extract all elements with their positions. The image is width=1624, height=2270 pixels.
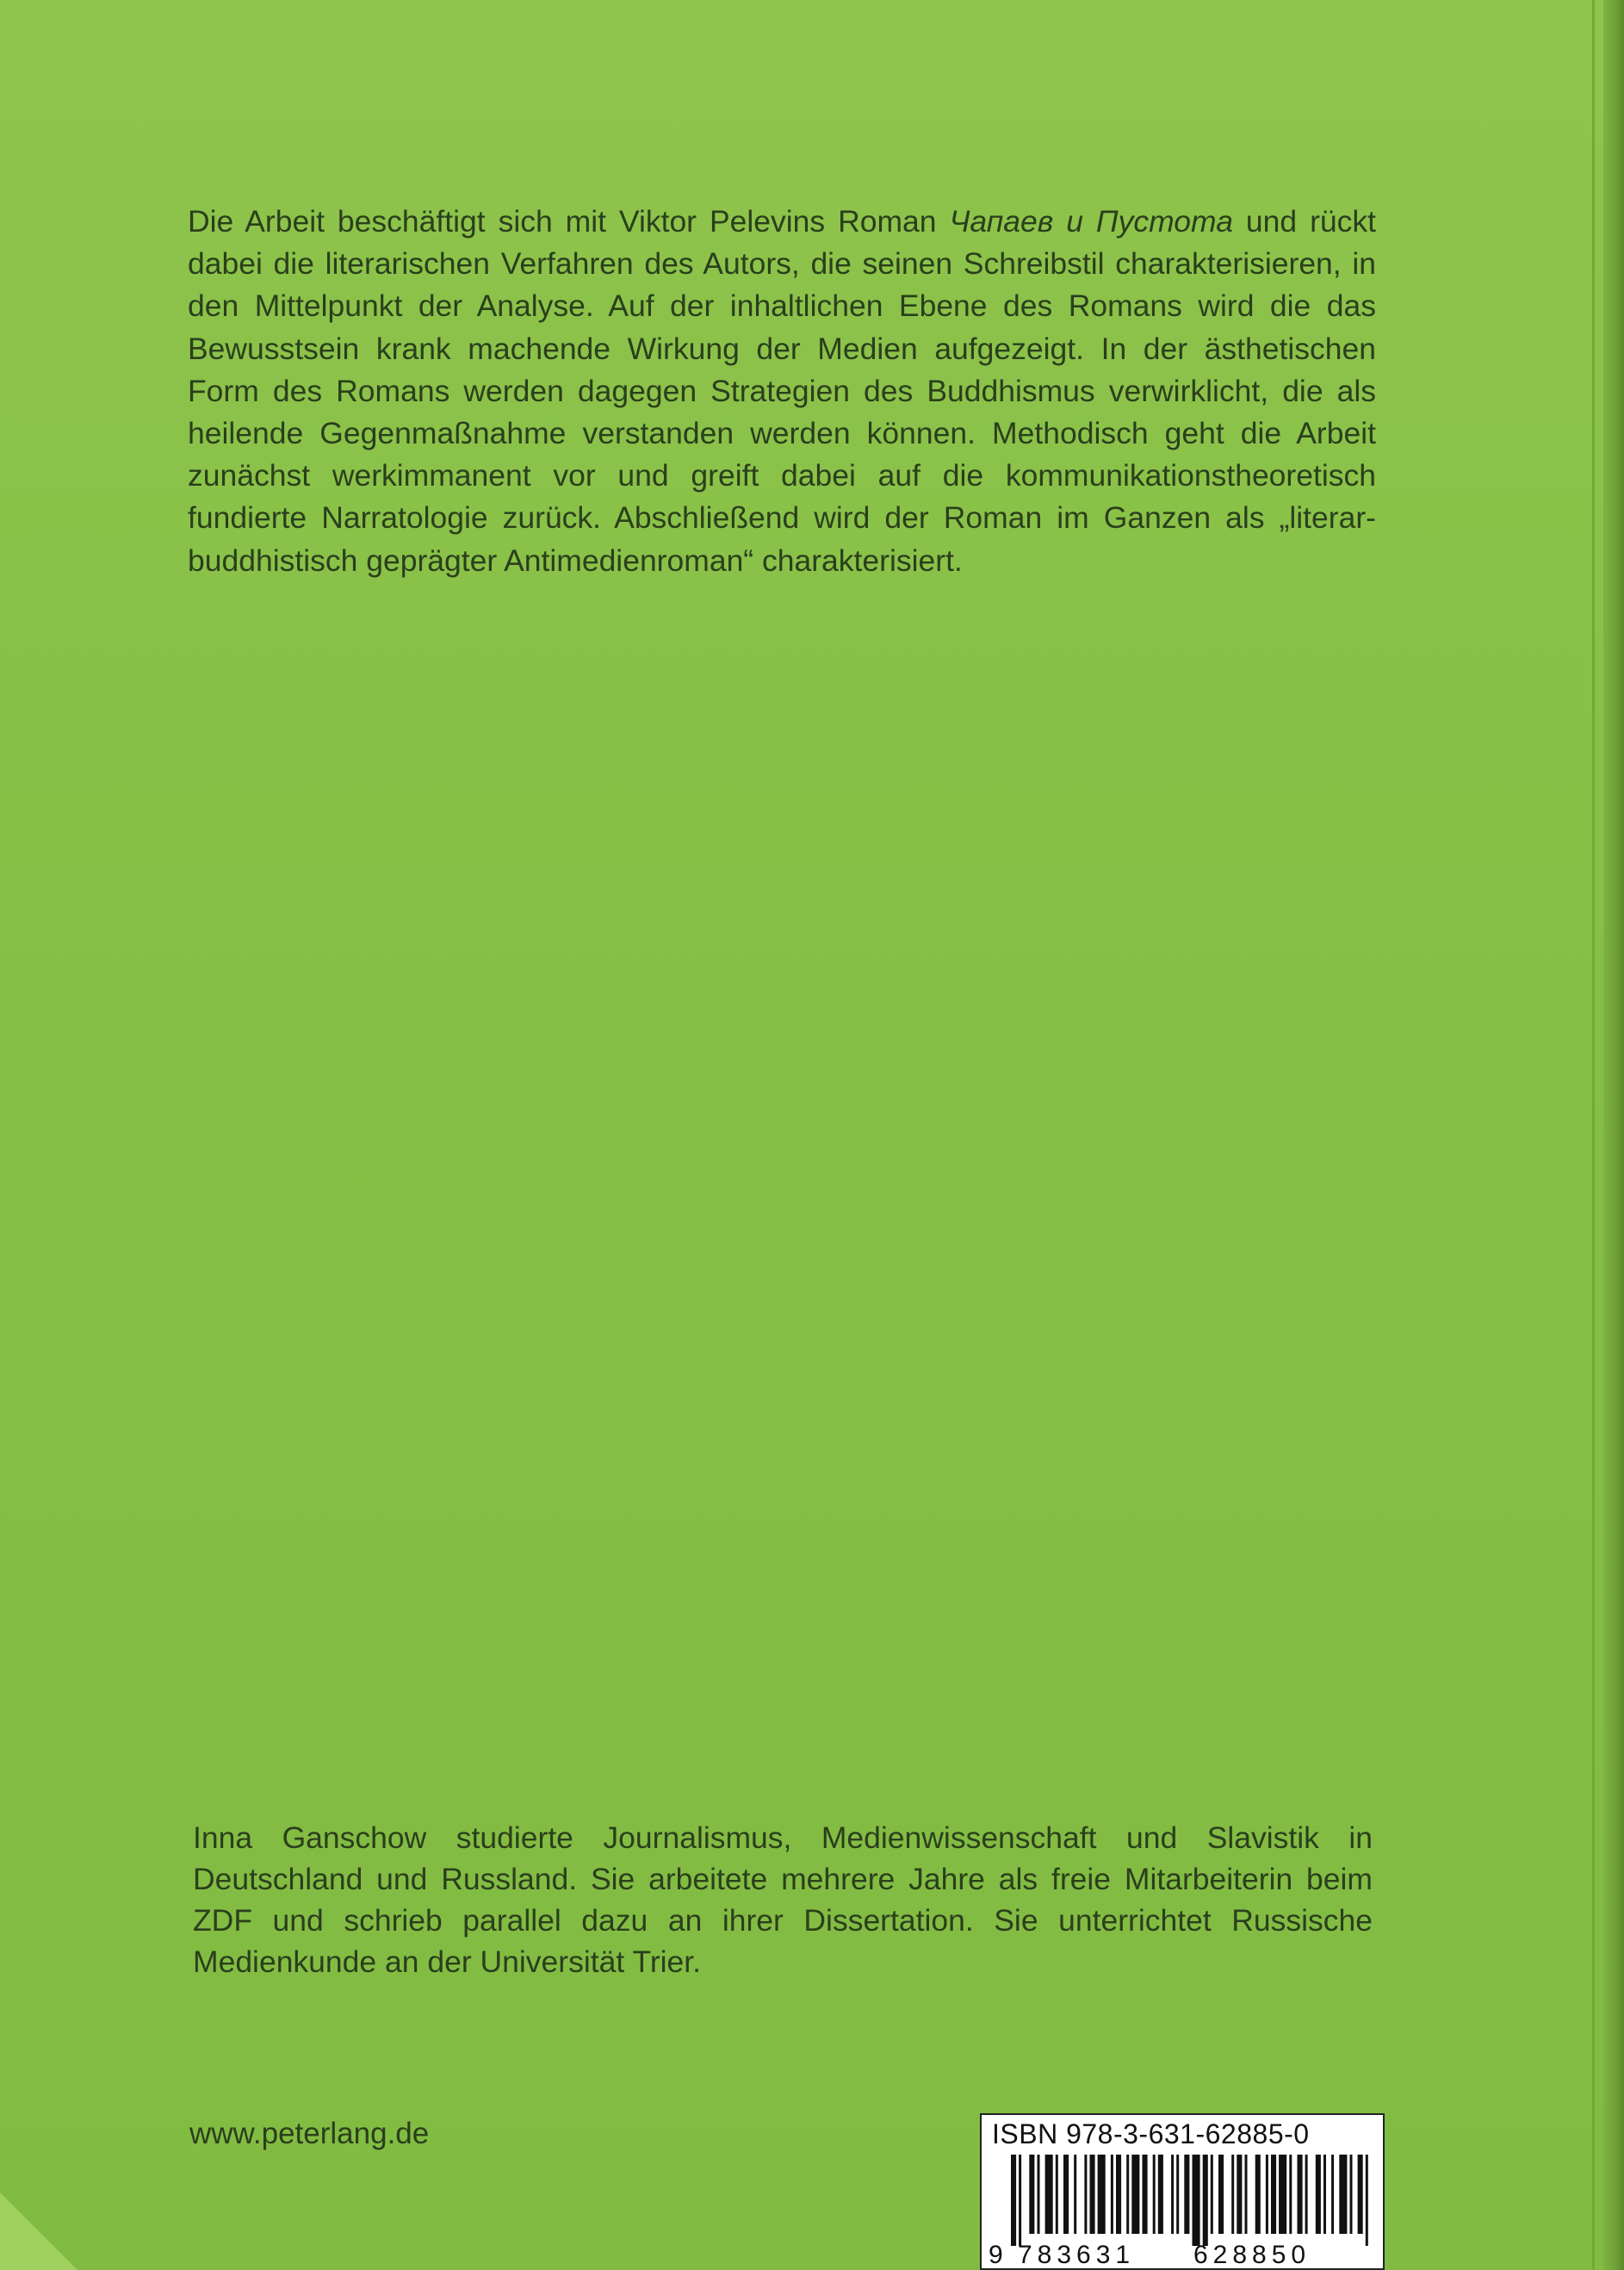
barcode-bar — [1331, 2155, 1334, 2234]
barcode-bar — [1176, 2155, 1179, 2234]
barcode-bar — [1305, 2155, 1308, 2234]
barcode-bar — [1029, 2155, 1034, 2234]
barcode-bar — [1056, 2155, 1058, 2234]
barcode-bar — [1084, 2155, 1087, 2234]
barcode-bars — [1011, 2155, 1368, 2246]
spine-edge-line — [1592, 0, 1595, 2270]
publisher-url: www.peterlang.de — [189, 2117, 430, 2150]
blurb-paragraph — [188, 201, 1376, 582]
barcode-bar — [1298, 2155, 1303, 2234]
barcode-bar — [1045, 2155, 1053, 2234]
barcode-digits-right: 628850 — [1193, 2241, 1311, 2268]
barcode-bar — [1116, 2155, 1121, 2234]
barcode-bar — [1339, 2155, 1347, 2234]
barcode-bar — [1203, 2155, 1208, 2246]
blurb-lead: Die Arbeit beschäftigt sich mit Viktor Pelevins Roman — [188, 204, 950, 239]
isbn-label: ISBN 978-3-631-62885-0 — [992, 2118, 1310, 2149]
barcode-bar — [1366, 2155, 1368, 2246]
barcode-bar — [1271, 2155, 1276, 2234]
barcode-bar — [1090, 2155, 1095, 2234]
barcode-bar — [1279, 2155, 1286, 2234]
barcode-bar — [1350, 2155, 1353, 2234]
barcode-bar — [1231, 2155, 1234, 2234]
barcode-graphic — [982, 2155, 1383, 2268]
novel-title-russian: Чапаев и Пустота — [949, 204, 1233, 239]
barcode-bar — [1111, 2155, 1113, 2234]
barcode-bar — [1011, 2155, 1016, 2246]
barcode-bar — [1358, 2155, 1363, 2234]
barcode-digits-left: 783631 — [1018, 2241, 1136, 2268]
barcode-bar — [1158, 2155, 1163, 2234]
barcode-bar — [1218, 2155, 1224, 2234]
barcode-bar — [1289, 2155, 1292, 2234]
isbn-barcode — [980, 2113, 1385, 2270]
barcode-bar — [1126, 2155, 1129, 2234]
blurb-rest: und rückt dabei die literarischen Verfahren des Autors, die seinen Schreibstil charakterisieren, in den Mittelpunkt der Analyse. Auf der inhaltlichen Ebene des Romans wird die das Bewusstsein krank machende Wirkung der Medien aufgezeigt. In der ästhetischen Form des Romans werden dagegen Strategien des Buddhismus verwirklicht, die als heilende Gegenmaßnahme verstanden werden können. Methodisch geht die Arbeit zunächst werkimmanent vor und greift dabei auf die kommunikationstheoretisch fundierte Narratologie zurück. Abschließend wird der Roman im Ganzen als „literar-buddhistisch geprägter Antimedienroman“ charakterisiert. — [188, 204, 1377, 578]
barcode-digit-first: 9 — [989, 2241, 1003, 2268]
barcode-bar — [1237, 2155, 1242, 2234]
barcode-bar — [1131, 2155, 1139, 2234]
barcode-bar — [1184, 2155, 1189, 2234]
barcode-bar — [1074, 2155, 1076, 2234]
barcode-bar — [1038, 2155, 1040, 2234]
barcode-bar — [1255, 2155, 1261, 2234]
barcode-bar — [1153, 2155, 1156, 2234]
barcode-bar — [1019, 2155, 1021, 2246]
barcode-bar — [1316, 2155, 1321, 2234]
corner-fold — [0, 2192, 77, 2270]
spine-edge — [1603, 0, 1624, 2270]
barcode-bar — [1193, 2155, 1200, 2246]
barcode-bar — [1143, 2155, 1148, 2234]
barcode-bar — [1063, 2155, 1069, 2234]
barcode-bar — [1098, 2155, 1106, 2234]
barcode-bar — [1266, 2155, 1268, 2234]
barcode-bar — [1323, 2155, 1326, 2234]
barcode-bar — [1211, 2155, 1213, 2234]
barcode-bar — [1245, 2155, 1248, 2234]
barcode-bar — [1171, 2155, 1174, 2234]
author-bio: Inna Ganschow studierte Journalismus, Medienwissenschaft und Slavistik in Deutschland und Russland. Sie arbeitete mehrere Jahre als freie Mitarbeiterin beim ZDF und schrieb parallel dazu an ihrer Dissertation. Sie unterrichtet Russische Medienkunde an der Universität Trier. — [193, 1820, 1373, 1979]
